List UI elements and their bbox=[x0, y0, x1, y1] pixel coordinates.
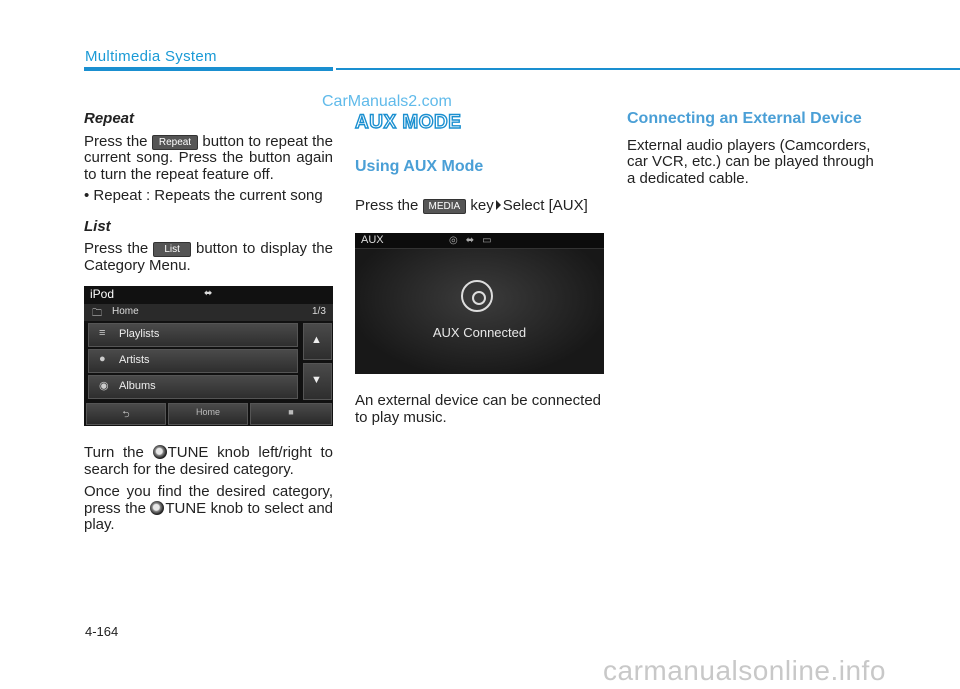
using-aux-heading: Using AUX Mode bbox=[355, 158, 484, 175]
list-text-a: Press the bbox=[84, 240, 149, 257]
tune2-text-b: TUNE knob to select and play. bbox=[84, 499, 334, 533]
back-button[interactable] bbox=[86, 403, 166, 425]
home-label: Home bbox=[195, 407, 220, 417]
tune-knob-icon bbox=[150, 501, 164, 515]
list-item-label: Artists bbox=[119, 354, 150, 366]
aux-mode-heading: AUX MODE bbox=[355, 112, 462, 133]
middle-column-lower bbox=[355, 393, 604, 426]
tune-paragraph-1 bbox=[84, 445, 333, 478]
triangle-up-icon: ▲ bbox=[311, 334, 322, 346]
path-label: Home bbox=[112, 306, 139, 317]
repeat-text-b: button to repeat the current song. Press the button again to turn the repeat feature off. bbox=[84, 132, 333, 183]
tune1-text-b: TUNE knob left/right to search for the desired category. bbox=[84, 444, 334, 478]
home-button[interactable] bbox=[168, 403, 248, 425]
middle-column bbox=[355, 159, 604, 214]
repeat-heading: Repeat bbox=[84, 110, 135, 127]
arrow-right-icon bbox=[496, 200, 501, 210]
page-indicator: 1/3 bbox=[312, 306, 326, 317]
right-column bbox=[627, 111, 879, 187]
list-item-albums[interactable] bbox=[88, 375, 298, 399]
tune1-text-a: Turn the bbox=[84, 444, 144, 461]
repeat-button-icon: Repeat bbox=[152, 135, 198, 150]
folder-up-button[interactable] bbox=[250, 403, 332, 425]
watermark: CarManuals2.com bbox=[322, 93, 452, 110]
left-column bbox=[84, 111, 333, 274]
list-item-artists[interactable] bbox=[88, 349, 298, 373]
repeat-text-a: Press the bbox=[84, 132, 148, 150]
site-watermark: carmanualsonline.info bbox=[603, 655, 886, 686]
scroll-down-button[interactable] bbox=[303, 363, 332, 400]
usb-icon: ⬌ bbox=[204, 288, 213, 299]
artist-icon: ● bbox=[99, 353, 106, 365]
disc-icon bbox=[461, 280, 493, 312]
list-paragraph bbox=[84, 241, 333, 274]
header-rule-thin bbox=[336, 68, 960, 70]
instr-text-c: Select [AUX] bbox=[502, 196, 588, 214]
status-icons: ◎⬌▭ bbox=[449, 235, 500, 246]
tune-paragraph-2 bbox=[84, 484, 333, 534]
playlist-icon: ≡ bbox=[99, 327, 106, 339]
path-bar bbox=[84, 304, 333, 321]
page-number: 4-164 bbox=[85, 624, 119, 639]
album-icon: ◉ bbox=[99, 380, 109, 392]
header-rule-thick bbox=[84, 67, 333, 71]
tune-knob-icon bbox=[153, 445, 167, 459]
repeat-paragraph bbox=[84, 134, 333, 184]
list-item-playlists[interactable] bbox=[88, 323, 298, 347]
list-item-label: Albums bbox=[119, 380, 156, 392]
folder-up-icon: ■ bbox=[288, 407, 294, 417]
left-column-lower bbox=[84, 445, 333, 534]
aux-connected-message: AUX Connected bbox=[432, 325, 527, 340]
connecting-heading: Connecting an External Device bbox=[627, 110, 862, 127]
back-icon: ⮌ bbox=[122, 409, 130, 419]
list-button-icon: List bbox=[153, 242, 191, 257]
list-heading: List bbox=[84, 217, 111, 235]
triangle-down-icon: ▼ bbox=[311, 374, 322, 386]
section-title: Multimedia System bbox=[85, 48, 217, 65]
connecting-description: External audio players (Camcorders, car VCR, etc.) can be played through a dedicated cable. bbox=[627, 136, 874, 187]
repeat-bullet: • Repeat : Repeats the current song bbox=[84, 187, 323, 204]
aux-description: An external device can be connected to play music. bbox=[355, 392, 601, 426]
tune2-text-a: Once you find the desired category, press the bbox=[84, 483, 333, 517]
list-item-label: Playlists bbox=[119, 328, 160, 340]
ipod-screen bbox=[84, 286, 333, 426]
folder-icon: 🗀 bbox=[92, 308, 102, 319]
media-key-icon: MEDIA bbox=[423, 199, 467, 214]
scroll-up-button[interactable] bbox=[303, 323, 332, 360]
instr-text-b: key bbox=[470, 196, 494, 214]
ipod-title: iPod bbox=[90, 287, 115, 301]
list-text-b: button to display the Category Menu. bbox=[84, 240, 333, 274]
aux-title: AUX bbox=[361, 234, 384, 246]
aux-instruction bbox=[355, 198, 604, 215]
instr-text-a: Press the bbox=[355, 196, 419, 214]
aux-screen bbox=[355, 233, 604, 374]
